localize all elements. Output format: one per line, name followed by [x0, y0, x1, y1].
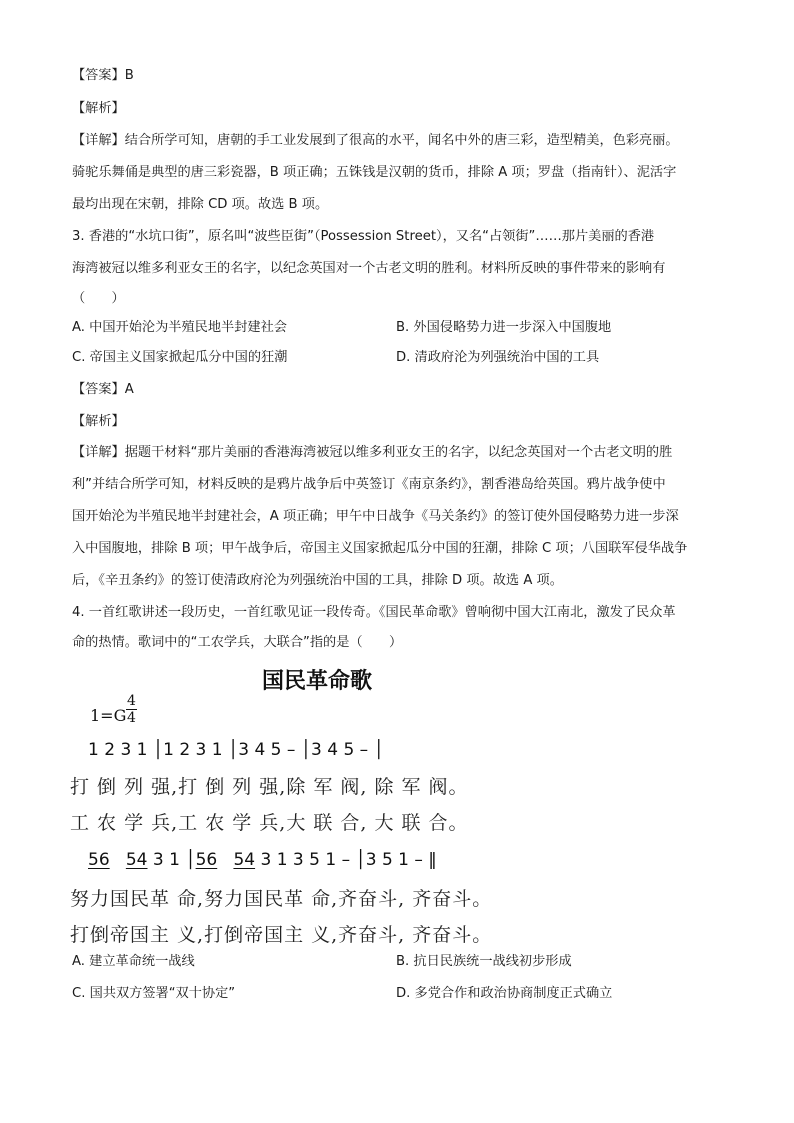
- q3-answer-tag: 【答案】: [72, 382, 125, 397]
- notes-segment-2: 3 1 3 5 1 – │3 5 1 – ‖: [255, 850, 437, 870]
- q3-stem-bracket: （ ）: [72, 291, 125, 306]
- song-title: 国民革命歌: [262, 668, 373, 694]
- q4-option-a: A. 建立革命统一战线: [72, 954, 195, 969]
- notes-segment-1: 3 1 │: [147, 850, 196, 870]
- q3-detail-line-2: 利”并结合所学可知，材料反映的是鸦片战争后中英签订《南京条约》，割香港岛给英国。鸦片战争使中: [72, 477, 666, 492]
- q3-option-b: B. 外国侵略势力进一步深入中国腹地: [396, 320, 612, 335]
- q4-option-b: B. 抗日民族统一战线初步形成: [396, 954, 572, 969]
- q3-option-c: C. 帝国主义国家掀起瓜分中国的狂潮: [72, 350, 288, 365]
- q3-answer-value: A: [124, 382, 134, 397]
- q2-answer-tag: 【答案】: [72, 68, 125, 83]
- q3-stem-line-1: 3. 香港的“水坑口街”，原名叫“波些臣街”（Possession Street），又名“占领街”……那片美丽的香港: [72, 229, 655, 244]
- q3-option-a: A. 中国开始沦为半殖民地半封建社会: [72, 320, 287, 335]
- q3-detail-line-4: 入中国腹地，排除 B 项；甲午战争后，帝国主义国家掀起瓜分中国的狂潮，排除 C 项；八国联军侵华战争: [72, 541, 688, 556]
- q3-answer-line: [72, 380, 732, 400]
- q3-analysis-tag: 【解析】: [72, 414, 125, 429]
- song-time-signature: [126, 694, 137, 725]
- q2-detail-line-3: 最均出现在宋朝，排除 CD 项。故选 B 项。: [72, 197, 329, 212]
- notes-group-54-a: 54: [125, 850, 148, 870]
- notes-group-56-a: 56: [88, 850, 110, 870]
- notes-group-56-b: 56: [195, 850, 218, 870]
- notes-group-54-b: 54: [233, 850, 256, 870]
- q4-option-d: D. 多党合作和政治协商制度正式确立: [396, 986, 613, 1001]
- q2-answer-value: B: [124, 68, 134, 83]
- song-lyric-row-2: 工 农 学 兵,工 农 学 兵,大 联 合, 大 联 合。: [70, 812, 469, 834]
- q2-answer-line: [72, 66, 732, 86]
- q4-stem-line-2: 命的热情。歌词中的“工农学兵，大联合”指的是（ ）: [72, 635, 403, 650]
- song-notes-row-1: 1 2 3 1 │1 2 3 1 │3 4 5 – │3 4 5 – │: [88, 740, 384, 760]
- q3-detail-line-1: 【详解】据题干材料“那片美丽的香港海湾被冠以维多利亚女王的名字，以纪念英国对一个古老文明的胜: [72, 445, 673, 460]
- q2-detail-line-1: 【详解】结合所学可知，唐朝的手工业发展到了很高的水平，闻名中外的唐三彩，造型精美，色彩亮丽。: [72, 133, 679, 148]
- q4-stem-line-1: 4. 一首红歌讲述一段历史，一首红歌见证一段传奇。《国民革命歌》曾响彻中国大江南北，激发了民众革: [72, 605, 676, 620]
- time-sig-bottom: 4: [127, 710, 136, 726]
- song-lyric-row-1: 打 倒 列 强,打 倒 列 强,除 军 阀, 除 军 阀。: [70, 776, 469, 798]
- q2-analysis-tag: 【解析】: [72, 101, 125, 116]
- q3-option-d: D. 清政府沦为列强统治中国的工具: [396, 350, 600, 365]
- q4-option-c: C. 国共双方签署“双十协定”: [72, 986, 236, 1001]
- q3-detail-line-5: 后，《辛丑条约》的签订使清政府沦为列强统治中国的工具，排除 D 项。故选 A 项。: [72, 573, 563, 588]
- q3-stem-line-2: 海湾被冠以维多利亚女王的名字，以纪念英国对一个古老文明的胜利。材料所反映的事件带来的影响有: [72, 261, 666, 276]
- song-notes-row-2: [88, 850, 437, 870]
- time-sig-top: 4: [127, 693, 136, 709]
- q3-detail-line-3: 国开始沦为半殖民地半封建社会，A 项正确；甲午中日战争《马关条约》的签订使外国侵略势力进一步深: [72, 509, 679, 524]
- q2-detail-line-2: 骑驼乐舞俑是典型的唐三彩瓷器，B 项正确；五铢钱是汉朝的货币，排除 A 项；罗盘（指南针）、泥活字: [72, 165, 677, 180]
- song-key: 1=G: [90, 706, 127, 725]
- song-lyric-row-3: 努力国民革 命,努力国民革 命,齐奋斗, 齐奋斗。: [70, 888, 493, 910]
- song-lyric-row-4: 打倒帝国主 义,打倒帝国主 义,齐奋斗, 齐奋斗。: [70, 924, 493, 946]
